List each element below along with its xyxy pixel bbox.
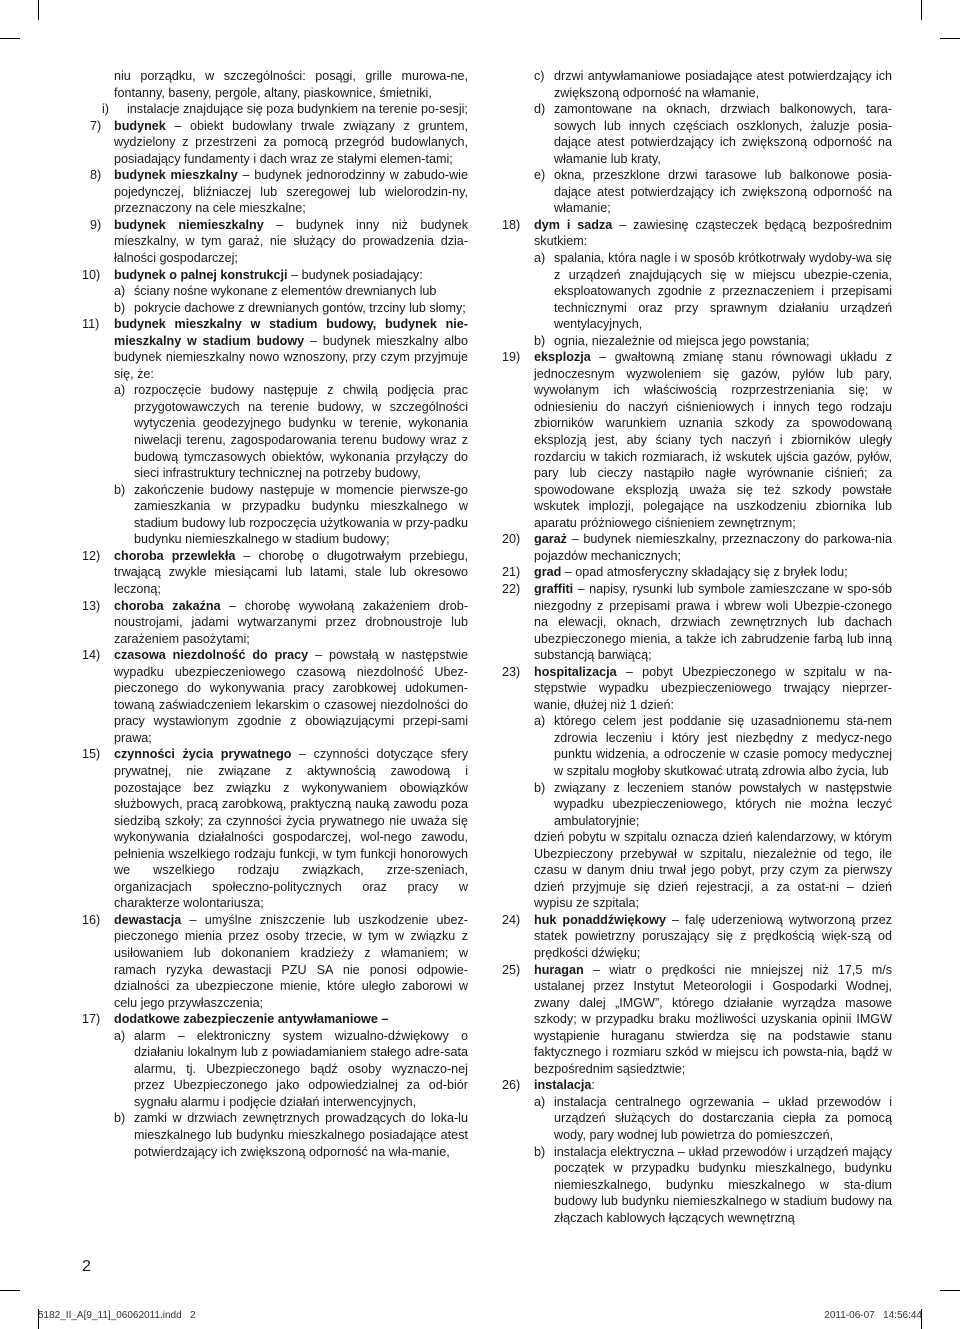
item-number: a) (534, 251, 546, 266)
definition-item (502, 912, 892, 962)
item-text: – gwałtowną zmianę stanu równowagi układu z jednoczesnym wyzwoleniem się gazów, pyłów lub pary, wywołanym ich właściwością rozprzestrzeniania się; w odniesieniu do naczyń ciśnieniowych i innych tego rodzaju zbiorników warunkiem uznania szkody za spowodowaną eksplozją jest, aby ściany tych naczyń i zbiorników uległy rozdarciu w takich rozmiarach, iż wskutek ujścia gazów, pyłów, pary lub cieczy nastąpiło nagłe wyrównanie ciśnień; za spowodowane eksplozją uważa się też szkody powstałe wskutek implozji, polegające na uszkodzeniu zbiornika lub aparatu próżniowego ciśnieniem zewnętrznym; (534, 350, 892, 530)
definition-item (502, 581, 892, 664)
item-number: 8) (90, 168, 102, 183)
definition-term: czynności życia prywatnego (114, 747, 292, 762)
item-text: okna, przeszklone drzwi tarasowe lub balkonowe posia-dające atest potwierdzający ich zwiększoną odporność na włamanie; (554, 168, 892, 216)
crop-mark (38, 0, 39, 20)
definition-item (502, 962, 892, 1078)
item-number: a) (114, 383, 126, 398)
definition-item (502, 349, 892, 531)
definition-term: czasowa niezdolność do pracy (114, 648, 309, 663)
item-number: 7) (90, 118, 102, 133)
item-number: 13) (82, 598, 101, 613)
definition-item (82, 746, 468, 911)
item-text: spalania, która nagle i w sposób krótkotrwały wydoby-wa się z urządzeń znajdujących się w miejscu ubezpie-czenia, eksploatowanych zgodnie z przeznaczeniem i przepisami technicznymi oraz przy sprawnym działaniu urządzeń wentylacyjnych, (554, 251, 892, 332)
sub-item (502, 250, 892, 333)
item-text: instalacja centralnego ogrzewania – układ przewodów i urządzeń służących do dostarczania ciepła za pomocą wody, pary wodnej lub powietrza do pomieszczeń, (554, 1094, 892, 1142)
item-number: 17) (82, 1012, 101, 1027)
definition-item (82, 118, 468, 168)
item-text: zakończenie budowy następuje w momencie pierwsze-go zamieszkania w przypadku budynku mieszkalnego w stadium budowy lub rozpoczęcia użytkowania w przy-padku budynku niemieszkalnego w stadium budowy; (134, 482, 468, 547)
definition-item (82, 647, 468, 746)
definition-item (502, 564, 892, 581)
right-column (502, 68, 892, 1226)
definition-item (502, 664, 892, 714)
definition-item (82, 548, 468, 598)
sub-item (502, 333, 892, 350)
item-text: – czynności dotyczące sfery prywatnej, nie związane z aktywnością zawodową i pozostające bez związku z wykonywaniem obowiązków służbowych, pracą zarobkową, praktyczną nauką zawodu poza siedzibą szkoły; za czynności życia prywatnego nie uważa się wykonywania działalności gospodarczej, wol-nego zawodu, pełnienia wszelkiego rodzaju funkcji, w tym funkcji honorowych we wszelkiego rodzaju związkach, zrze-szeniach, organizacjach społeczno-politycznych oraz pracy w charakterze wolontariusza; (114, 747, 468, 911)
sub-item (82, 1028, 468, 1111)
item-text: związany z leczeniem stanów powstałych w następstwie wypadku ubezpieczeniowego, których nie można leczyć ambulatoryjnie; (554, 780, 892, 828)
definition-term: graffiti (534, 581, 574, 596)
item-text: – budynek jednorodzinny w zabudo-wie pojedynczej, bliźniaczej lub szeregowej lub wielorodzin-ny, przeznaczony na cele mieszkalne; (114, 168, 468, 216)
item-text: ściany nośne wykonane z elementów drewnianych lub (134, 284, 437, 299)
item-text: niu porządku, w szczególności: posągi, grille murowa-ne, fontanny, baseny, pergole, altany, piaskownice, śmietniki, (114, 69, 468, 100)
left-column (82, 68, 468, 1160)
footer-date: 2011-06-07 (824, 1310, 875, 1321)
list-item (82, 101, 468, 118)
footer-time: 14:56:44 (883, 1310, 922, 1321)
sub-item (82, 1110, 468, 1160)
item-text: instalacje znajdujące się poza budynkiem na terenie po-sesji; (127, 102, 468, 117)
item-number: b) (534, 780, 546, 795)
definition-term: budynek mieszkalny w stadium budowy, budynek nie-mieszkalny w stadium budowy (114, 317, 468, 348)
item-text: – falę uderzeniową wytworzoną przez statek powietrzny poruszający się z prędkością więk-szą od prędkości dźwięku; (534, 912, 893, 960)
item-text: rozpoczęcie budowy następuje z chwilą podjęcia prac przygotowawczych na terenie budowy, w szczególności wytyczenia geodezyjnego budynku w terenie, wykonania niwelacji terenu, zagospodarowania terenu budowy wraz z budową tymczasowych obiektów, wykonania przyłączy do sieci infrastruktury technicznej na potrzeby budowy, (134, 383, 468, 481)
sub-item (502, 780, 892, 830)
item-text: – powstałą w następstwie wypadku ubezpieczeniowego czasową niezdolność Ubez-pieczonego do wykonywania pracy zarobkowej udokumen-towaną zaświadczeniem lekarskim o czasowej niezdolności do pracy wystawionym zgodnie z obowiązującymi przepi-sami prawa; (114, 648, 468, 745)
page-number: 2 (82, 1258, 91, 1275)
item-number: 18) (502, 217, 521, 232)
definition-term: grad (534, 565, 562, 580)
item-text: – budynek inny niż budynek mieszkalny, w tym garaż, nie służący do prowadzenia dzia-łalności gospodarczej; (114, 217, 468, 266)
sub-item (82, 283, 468, 300)
item-number: b) (534, 333, 546, 348)
definition-term: dym i sadza (534, 217, 613, 232)
definition-term: huragan (534, 962, 584, 977)
sub-item (502, 68, 892, 101)
definition-term: dewastacja (114, 912, 182, 927)
item-number: 11) (82, 317, 100, 332)
item-text: – umyślne zniszczenie lub uszkodzenie ubez-pieczonego mienia przez osoby trzecie, w tym w związku z usiłowaniem lub dokonaniem kradzieży z włamaniem; w ramach ryzyka dewastacji PZU SA nie ponosi odpowie-dzialności za ubezpieczone mienie, które uległo zaborowi w celu jego przywłaszczenia; (114, 912, 469, 1010)
item-number: b) (534, 1144, 546, 1159)
sub-item (502, 101, 892, 167)
item-text: – budynek posiadający: (291, 267, 423, 282)
footer-filename: 5182_II_A[9_11]_06062011.indd (38, 1310, 182, 1321)
item-number: 14) (82, 648, 101, 663)
definition-item (82, 912, 468, 1011)
sub-item (502, 1094, 892, 1144)
item-text: – opad atmosferyczny składający się z bryłek lodu; (564, 565, 848, 580)
definition-term: eksplozja (534, 350, 591, 365)
item-text: – obiekt budowlany trwale związany z gruntem, wydzielony z przestrzeni za pomocą przegród budowlanych, posiadający fundamenty i dach wraz ze stałymi elemen-tami; (114, 118, 469, 166)
item-text: – (381, 1012, 389, 1027)
item-number: 23) (502, 664, 521, 679)
item-text: : (591, 1078, 595, 1093)
definition-item (502, 531, 892, 564)
item-number: d) (534, 102, 546, 117)
definition-item (82, 1011, 468, 1028)
item-text: instalacja elektryczna – układ przewodów i urządzeń mający początek w przypadku budynku mieszkalnego, budynku niemieszkalnego, budynku mieszkalnego w sta-dium budowy lub budynku niemieszkalnego w stadium budowy na złączach kablowych łączących wewnętrzną (554, 1144, 892, 1225)
item-number: e) (534, 168, 546, 183)
definition-item (82, 217, 468, 267)
item-text: – napisy, rysunki lub symbole zamieszczane w spo-sób niezgodny z przepisami prawa i wbrew woli Ubezpie-czonego na elewacji, oknach, drzwiach zewnętrznych lub dachach ubezpieczonego mienia, a także ich zabrudzenie farbą lub inną substancją barwiącą; (534, 581, 893, 663)
sub-item (502, 1144, 892, 1227)
definition-term: budynek mieszkalny (114, 168, 238, 183)
item-number: 20) (502, 532, 521, 547)
crop-mark (940, 38, 960, 39)
sub-item (82, 382, 468, 481)
item-text: – chorobę wywołaną zakażeniem drob-noustrojami, jadami wytwarzanymi przez drobnoustroje lub zarażeniem pasożytami; (114, 598, 469, 646)
item-number: a) (114, 1028, 126, 1043)
item-number: 24) (502, 912, 521, 927)
item-text: – budynek mieszkalny albo budynek niemieszkalny nowo wznoszony, przy czym przyjmuje się, że: (114, 333, 469, 381)
footer-timestamp (824, 1310, 922, 1321)
definition-item (82, 167, 468, 217)
item-text: pokrycie dachowe z drewnianych gontów, trzciny lub słomy; (134, 300, 466, 315)
definition-term: budynek niemieszkalny (114, 217, 264, 232)
crop-mark (940, 1290, 960, 1291)
item-number: a) (114, 284, 126, 299)
item-number: 21) (502, 565, 521, 580)
item-text: którego celem jest poddanie się uzasadnionemu sta-nem zdrowia leczeniu i który jest niezbędny z medycz-nego punktu widzenia, a odroczenie w czasie pomocy medycznej w szpitalu mogłoby skutkować utratą zdrowia albo życia, lub (554, 714, 892, 778)
item-text: – chorobę o długotrwałym przebiegu, trwającą zwykle miesiącami lub latami, stale lub okresowo leczoną; (114, 548, 468, 596)
item-number: 25) (502, 962, 521, 977)
item-number: 22) (502, 581, 521, 596)
definition-term: dodatkowe zabezpieczenie antywłamaniowe (114, 1012, 378, 1027)
definition-item (82, 267, 468, 284)
definition-term: hospitalizacja (534, 664, 617, 679)
item-number: 19) (502, 350, 521, 365)
item-text: – zawiesinę cząsteczek będącą bezpośrednim skutkiem: (534, 217, 893, 249)
item-number: b) (114, 482, 126, 497)
item-text: drzwi antywłamaniowe posiadające atest potwierdzający ich zwiększoną odporność na włamanie, (554, 69, 892, 100)
definition-term: garaż (534, 532, 567, 547)
sub-item (502, 713, 892, 779)
footer-page: 2 (190, 1310, 196, 1321)
item-number: 26) (502, 1078, 521, 1093)
definition-term: budynek (114, 118, 166, 133)
continued-text (502, 829, 892, 912)
definition-item (82, 598, 468, 648)
sub-item (82, 482, 468, 548)
item-text: zamki w drzwiach zewnętrznych prowadzących do loka-lu mieszkalnego lub budynku mieszkalnego posiadające atest potwierdzający ich zwiększoną odporność na wła-manie, (134, 1111, 468, 1159)
definition-item (82, 316, 468, 382)
definition-term: choroba zakaźna (114, 598, 221, 613)
item-text: – wiatr o prędkości nie mniejszej niż 17,5 m/s ustalanej przez Instytut Meteorologii i Gospodarki Wodnej, zwany dalej „IMGW”, którego działanie wyrządza masowe szkody; w przypadku braku możliwości uzyskania opinii IMGW wystąpienie huraganu stwierdza się na podstawie stanu faktycznego i rozmiaru szkód w miejscu ich powsta-nia, bądź w bezpośrednim sąsiedztwie; (534, 962, 892, 1076)
definition-item (502, 1077, 892, 1094)
item-number: 12) (82, 548, 101, 563)
sub-item (502, 167, 892, 217)
definition-term: huk ponaddźwiękowy (534, 912, 666, 927)
definition-term: instalacja (534, 1078, 592, 1093)
crop-mark (921, 0, 922, 20)
item-text: dzień pobytu w szpitalu oznacza dzień kalendarzowy, w którym Ubezpieczony przebywał w szpitalu, niezależnie od tego, ile czasu w danym dniu trwał jego pobyt, przy czym za pierwszy dzień przyjmuje się dzień rejestracji, a za ostat-ni – dzień wypisu ze szpitala; (534, 830, 892, 911)
item-number: c) (534, 69, 545, 83)
item-number: 15) (82, 747, 101, 762)
item-number: 10) (82, 267, 101, 282)
definition-term: choroba przewlekła (114, 548, 236, 563)
definition-term: budynek o palnej konstrukcji (114, 267, 288, 282)
item-number: 16) (82, 912, 101, 927)
item-number: a) (534, 1094, 546, 1109)
item-text: ognia, niezależnie od miejsca jego powstania; (554, 333, 810, 348)
item-number: i) (102, 102, 109, 117)
continued-text (82, 68, 468, 101)
item-text: zamontowane na oknach, drzwiach balkonowych, tara-sowych lub innych częściach oszklonych, żaluzje posia-dające atest potwierdzający ich zwiększoną odporność na włamanie lub kraty, (554, 102, 892, 166)
item-number: 9) (90, 217, 102, 232)
definition-item (502, 217, 892, 250)
item-number: b) (114, 1111, 126, 1126)
crop-mark (0, 1290, 20, 1291)
crop-mark (0, 38, 20, 39)
sub-item (82, 300, 468, 317)
item-number: a) (534, 714, 546, 729)
item-number: b) (114, 300, 126, 315)
item-text: – budynek niemieszkalny, przeznaczony do parkowa-nia pojazdów mechanicznych; (534, 532, 892, 563)
item-text: alarm – elektroniczny system wizualno-dźwiękowy o działaniu lokalnym lub z powiadamianiem stałego adre-sata alarmu, tj. Ubezpieczonego bądź osoby wyznaczo-nej przez Ubezpieczonego jako odpowiedzialnej za od-biór sygnału alarmu i podjęcie działań interwencyjnych, (134, 1028, 468, 1109)
item-text: – pobyt Ubezpieczonego w szpitalu w na-stępstwie wypadku ubezpieczeniowego trwający nieprzer-wanie, dłużej niż 1 dzień: (534, 664, 893, 712)
